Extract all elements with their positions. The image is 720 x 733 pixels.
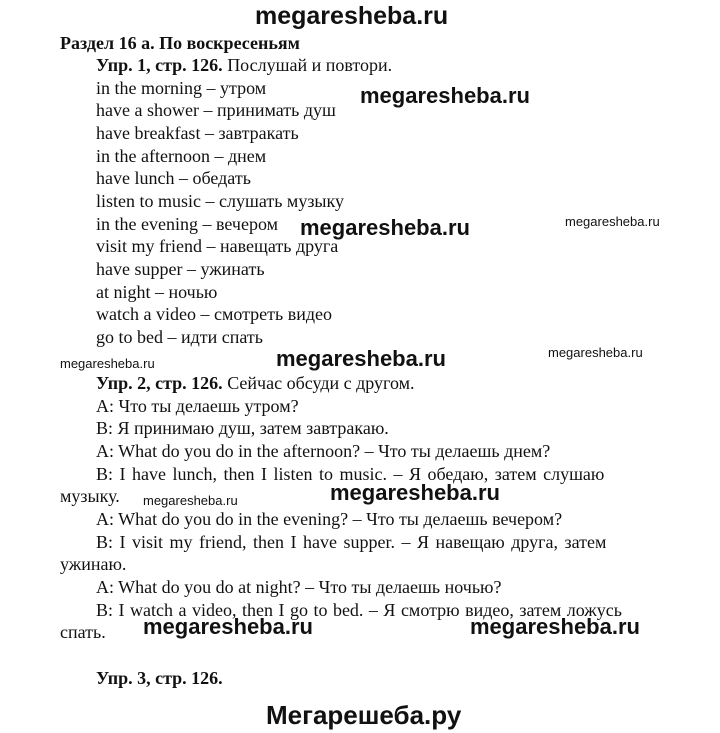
vocab-item: at night – ночью (96, 282, 218, 302)
exercise-2-label: Упр. 2, стр. 126. (96, 373, 223, 393)
exercise-1-label: Упр. 1, стр. 126. (96, 55, 223, 75)
watermark: megaresheba.ru (300, 215, 470, 240)
vocab-item: in the afternoon – днем (96, 146, 267, 166)
vocab-item: have breakfast – завтракать (96, 123, 299, 143)
watermark: megaresheba.ru (330, 480, 500, 505)
exercise-2-header (96, 372, 415, 394)
dialogue-line: B: I have lunch, then I listen to music. – Я обедаю, затем слушаю (96, 464, 605, 484)
dialogue-line: спать. (60, 622, 106, 642)
watermark: megaresheba.ru (360, 83, 530, 108)
watermark: megaresheba.ru (548, 345, 643, 360)
watermark-bottom: Мегарешеба.ру (266, 700, 462, 730)
dialogue-line: A: Что ты делаешь утром? (96, 396, 299, 416)
vocab-item: go to bed – идти спать (96, 327, 264, 347)
section-title: Раздел 16 а. По воскресеньям (60, 33, 300, 53)
watermark: megaresheba.ru (143, 493, 238, 508)
vocab-item: in the morning – утром (96, 78, 267, 98)
dialogue-line: ужинаю. (60, 554, 127, 574)
watermark-top: megaresheba.ru (255, 2, 449, 30)
exercise-1-header (96, 54, 392, 76)
exercise-1-instruction: Послушай и повтори. (227, 55, 393, 75)
dialogue-line: A: What do you do at night? – Что ты делаешь ночью? (96, 577, 502, 597)
exercise-3-label: Упр. 3, стр. 126. (96, 668, 223, 688)
dialogue-line: A: What do you do in the afternoon? – Что ты делаешь днем? (96, 441, 551, 461)
dialogue-line: B: I visit my friend, then I have supper. – Я навещаю друга, затем (96, 532, 607, 552)
watermark: megaresheba.ru (276, 346, 446, 371)
watermark: megaresheba.ru (60, 356, 155, 371)
dialogue-line: музыку. (60, 486, 120, 506)
dialogue-line: B: I watch a video, then I go to bed. – Я смотрю видео, затем ложусь (96, 600, 622, 620)
dialogue-line: A: What do you do in the evening? – Что ты делаешь вечером? (96, 509, 563, 529)
vocab-item: have lunch – обедать (96, 168, 251, 188)
vocab-item: in the evening – вечером (96, 214, 278, 234)
watermark: megaresheba.ru (143, 614, 313, 639)
watermark: megaresheba.ru (565, 214, 660, 229)
watermark: megaresheba.ru (470, 614, 640, 639)
vocab-item: have supper – ужинать (96, 259, 265, 279)
vocab-item: visit my friend – навещать друга (96, 236, 339, 256)
vocab-item: watch a video – смотреть видео (96, 304, 333, 324)
exercise-2-instruction: Сейчас обсуди с другом. (227, 373, 415, 393)
vocab-item: listen to music – слушать музыку (96, 191, 345, 211)
vocab-item: have a shower – принимать душ (96, 100, 336, 120)
dialogue-line: B: Я принимаю душ, затем завтракаю. (96, 418, 389, 438)
